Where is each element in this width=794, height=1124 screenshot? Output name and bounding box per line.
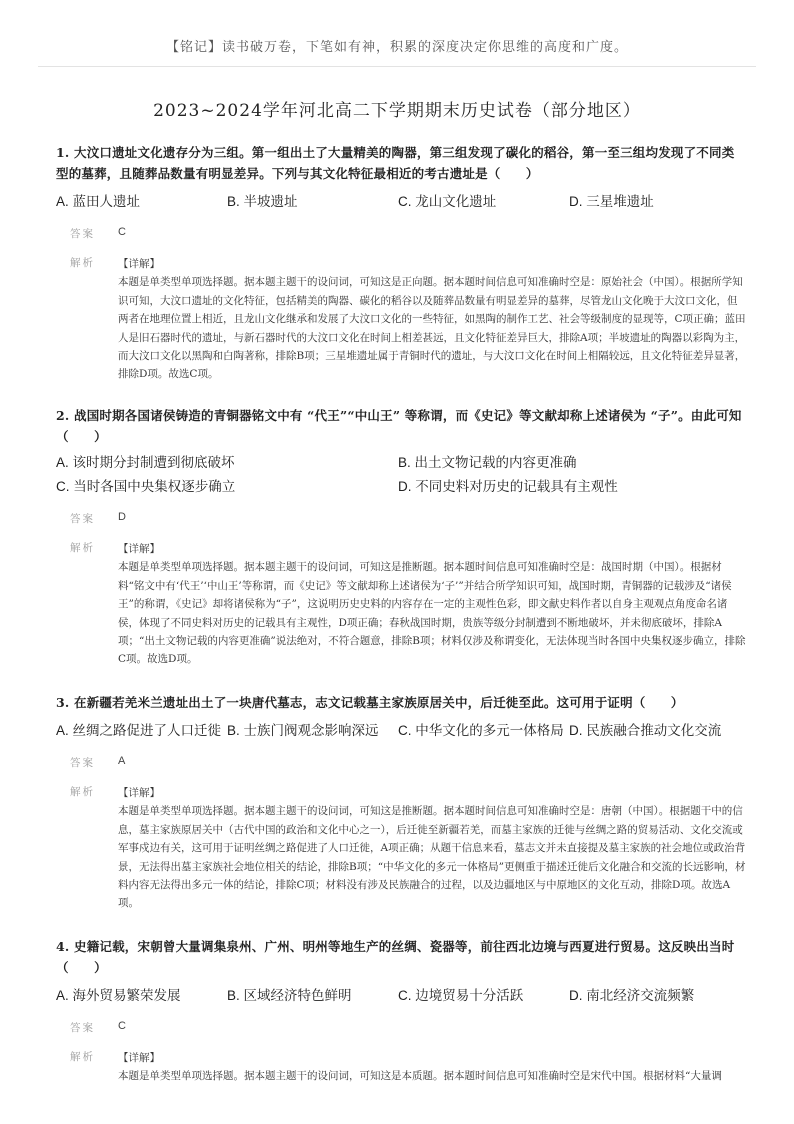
detail-heading: 【详解】	[118, 1052, 160, 1064]
options	[56, 190, 746, 210]
options	[56, 719, 746, 739]
explanation-row	[56, 540, 746, 669]
answer-row	[56, 755, 746, 770]
option-b[interactable]: B. 出土文物记载的内容更准确	[398, 455, 577, 470]
option-b[interactable]: B. 区域经济特色鲜明	[227, 988, 352, 1003]
detail-heading: 【详解】	[118, 543, 160, 555]
explanation-text: 本题是单类型单项选择题。据本题主题干的设问词，可知这是推断题。据本题时间信息可知准确时空是：唐朝（中国）。根据题干中的信息，墓主家族原居关中（古代中国的政治和文化中心之一），后迁徙至新疆若羌，而墓主家族的迁徙与丝绸之路的贸易活动、文化交流或军事戍边有关，这可用于证明丝绸之路促进了人口迁徙，A项正确；从题干信息来看，墓志文并未直接提及墓主家族的社会地位或政治背景，无法得出墓主家族社会地位相关的结论，排除B项；“中华文化的多元一体格局”更侧重于描述迁徙后文化融合和交流的长远影响，材料内容无法得出多元一体的结论，排除C项；材料没有涉及民族融合的过程，以及边疆地区与中原地区的文化互动，排除D项。故选A项。	[118, 805, 746, 910]
option-d[interactable]: D. 南北经济交流频繁	[569, 988, 695, 1003]
options	[56, 984, 746, 1004]
option-a[interactable]: A. 蓝田人遗址	[56, 194, 141, 209]
explanation-text: 本题是单类型单项选择题。据本题主题干的设问词，可知这是正向题。据本题时间信息可知准确时空是：原始社会（中国）。根据所学知识可知，大汶口遗址的文化特征，包括精美的陶器、碳化的稻谷以及随葬品数量有明显差异的墓葬，尽管龙山文化晚于大汶口文化，但两者在地理位置上相近，且龙山文化继承和发展了大汶口文化的一些特征，如黑陶的制作工艺、社会等级制度的显现等，C项正确；蓝田人是旧石器时代的遗址，与新石器时代的大汶口文化在时间上相差甚远，且文化特征差异巨大，排除A项；半坡遗址的陶器以彩陶为主，而大汶口文化以黑陶和白陶著称，排除B项；三星堆遗址属于青铜时代的遗址，与大汶口文化在时间上相隔较远，且文化特征差异显著，排除D项。故选C项。	[118, 276, 746, 381]
option-c[interactable]: C. 龙山文化遗址	[398, 194, 497, 209]
question-stem: 2. 战国时期各国诸侯铸造的青铜器铭文中有 “代王”“中山王” 等称谓，而《史记》等文献却称上述诸侯为 “子”。由此可知（ ）	[56, 408, 742, 444]
answer-value: C	[118, 1020, 126, 1032]
analysis-label: 解析	[70, 786, 95, 798]
option-b[interactable]: B. 士族门阀观念影响深远	[227, 723, 379, 738]
question-stem: 1. 大汶口遗址文化遗存分为三组。第一组出土了大量精美的陶器，第三组发现了碳化的稻谷，第一至三组均发现了不同类型的墓葬，且随葬品数量有明显差异。下列与其文化特征最相近的考古遗址是（ ）	[56, 145, 735, 181]
explanation-text: 本题是单类型单项选择题。据本题主题干的设问词，可知这是推断题。据本题时间信息可知准确时空是：战国时期（中国）。根据材料“铭文中有‘代王’‘中山王’等称谓，而《史记》等文献却称上述诸侯为‘子’”并结合所学知识可知，战国时期，青铜器的记载涉及“诸侯王”的称谓，《史记》却将诸侯称为“子”，这说明历史史料的内容存在一定的主观性色彩，即文献史料作者以自身主观观点角度命名诸侯，体现了不同史料对历史的记载具有主观性，D项正确；春秋战国时期，贵族等级分封制遭到不断地破坏，并未彻底破坏，排除A项；“出土文物记载的内容更准确”说法绝对，不符合题意，排除B项；材料仅涉及称谓变化，无法体现当时各国中央集权逐步确立，排除C项。故选D项。	[118, 561, 746, 666]
answer-row	[56, 226, 746, 241]
detail-heading: 【详解】	[118, 787, 160, 799]
question-3	[56, 692, 746, 913]
question-2	[56, 405, 746, 669]
analysis-label: 解析	[70, 542, 95, 554]
answer-row	[56, 1020, 746, 1035]
option-c[interactable]: C. 中华文化的多元一体格局	[398, 723, 564, 738]
option-a[interactable]: A. 该时期分封制遭到彻底破坏	[56, 455, 235, 470]
answer-value: C	[118, 226, 126, 238]
header-motto: 【铭记】读书破万卷，下笔如有神，积累的深度决定你思维的高度和广度。	[165, 40, 628, 55]
explanation-row	[56, 1049, 746, 1086]
page-title: 2023~2024学年河北高二下学期期末历史试卷（部分地区）	[153, 101, 641, 121]
answer-value: A	[118, 755, 126, 767]
answer-value: D	[118, 511, 126, 523]
answer-label: 答案	[70, 228, 95, 240]
option-d[interactable]: D. 三星堆遗址	[569, 194, 654, 209]
detail-heading: 【详解】	[118, 258, 160, 270]
analysis-label: 解析	[70, 257, 95, 269]
option-d[interactable]: D. 不同史料对历史的记载具有主观性	[398, 479, 618, 494]
analysis-label: 解析	[70, 1051, 95, 1063]
header-divider	[38, 66, 756, 67]
answer-label: 答案	[70, 513, 95, 525]
explanation-row	[56, 784, 746, 913]
question-stem: 4. 史籍记载，宋朝曾大量调集泉州、广州、明州等地生产的丝绸、瓷器等，前往西北边境与西夏进行贸易。这反映出当时（ ）	[56, 939, 735, 975]
option-d[interactable]: D. 民族融合推动文化交流	[569, 723, 722, 738]
option-a[interactable]: A. 海外贸易繁荣发展	[56, 988, 181, 1003]
explanation-text: 本题是单类型单项选择题。据本题主题干的设问词，可知这是本质题。据本题时间信息可知准确时空是宋代中国。根据材料“大量调	[118, 1070, 722, 1083]
option-a[interactable]: A. 丝绸之路促进了人口迁徙	[56, 723, 222, 738]
answer-label: 答案	[70, 757, 95, 769]
option-c[interactable]: C. 当时各国中央集权逐步确立	[56, 479, 236, 494]
explanation-row	[56, 255, 746, 384]
answer-label: 答案	[70, 1022, 95, 1034]
question-4	[56, 936, 746, 1086]
option-b[interactable]: B. 半坡遗址	[227, 194, 298, 209]
option-c[interactable]: C. 边境贸易十分活跃	[398, 988, 524, 1003]
question-1	[56, 142, 746, 384]
options	[56, 451, 746, 495]
question-stem: 3. 在新疆若羌米兰遗址出土了一块唐代墓志，志文记载墓主家族原居关中，后迁徙至此。这可用于证明（ ）	[56, 695, 684, 710]
answer-row	[56, 511, 746, 526]
